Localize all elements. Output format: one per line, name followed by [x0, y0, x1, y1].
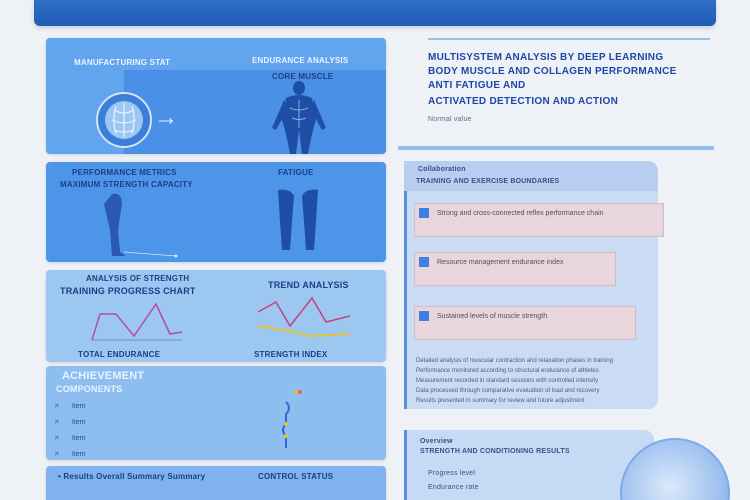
panel3-bottom-left: TOTAL ENDURANCE	[78, 350, 161, 359]
panel3-bottom-right: STRENGTH INDEX	[254, 350, 328, 359]
list-item: ✕ Item	[54, 451, 86, 458]
panel3-left-title: TRAINING PROGRESS CHART	[60, 286, 196, 296]
list-item: ✕ Item	[54, 403, 86, 410]
panel3-top-label: ANALYSIS OF STRENGTH	[86, 274, 190, 283]
panel4-title-line2: COMPONENTS	[56, 384, 123, 394]
collaboration-subtitle: TRAINING AND EXERCISE BOUNDARIES	[416, 178, 560, 185]
panel5-right-title: CONTROL STATUS	[258, 472, 334, 481]
muscle-torso-icon	[262, 80, 336, 154]
body-line: Measurement recorded in standard sessions with controlled intensity	[416, 378, 599, 384]
trend-line-1	[258, 298, 350, 326]
panel1-title-left: MANUFACTURING STAT	[74, 58, 171, 67]
metric-bar: Sustained levels of muscle strength	[414, 306, 636, 340]
top-rule	[428, 38, 710, 40]
control-status-panel	[46, 466, 386, 500]
panel2-title-line2: MAXIMUM STRENGTH CAPACITY	[60, 180, 193, 189]
legs-back-icon	[268, 188, 328, 254]
overview-title: Overview	[420, 438, 453, 445]
trend-analysis-chart	[254, 292, 354, 348]
right-title-line2: BODY MUSCLE AND COLLAGEN PERFORMANCE	[428, 66, 677, 77]
panel2-right-label: FATIGUE	[278, 168, 314, 177]
x-icon: ✕	[54, 419, 60, 426]
body-line: Results presented in summary for review and future adjustment	[416, 398, 585, 404]
bar-marker-icon	[419, 208, 429, 218]
overview-item: Endurance rate	[428, 484, 479, 491]
right-caption: Normal value	[428, 116, 472, 123]
right-title-line3: ANTI FATIGUE AND	[428, 80, 526, 91]
leg-icon	[86, 190, 186, 260]
trend-line-2	[258, 326, 350, 336]
metric-bar: Resource management endurance index	[414, 252, 616, 286]
overview-subtitle: STRENGTH AND CONDITIONING RESULTS	[420, 448, 570, 455]
achievement-panel	[46, 366, 386, 460]
bar-marker-icon	[419, 257, 429, 267]
panel4-title-line1: ACHIEVEMENT	[62, 370, 145, 382]
training-progress-chart	[86, 300, 186, 346]
body-line: Data processed through comparative evaluation of load and recovery	[416, 388, 600, 394]
x-icon: ✕	[54, 435, 60, 442]
right-title-line4: ACTIVATED DETECTION AND ACTION	[428, 96, 619, 107]
right-title-line1: MULTISYSTEM ANALYSIS BY DEEP LEARNING	[428, 52, 664, 63]
top-banner	[34, 0, 716, 26]
panel1-subtitle: CORE MUSCLE	[272, 72, 334, 81]
body-line: Performance monitored according to structural endurance of athletes	[416, 368, 599, 374]
body-line: Detailed analysis of muscular contraction and relaxation phases in training	[416, 358, 614, 364]
section-rule	[398, 146, 714, 150]
x-icon: ✕	[54, 403, 60, 410]
list-item: ✕ Item	[54, 435, 86, 442]
x-icon: ✕	[54, 451, 60, 458]
brain-icon	[94, 90, 154, 150]
progress-line	[92, 304, 182, 340]
connector-icon	[266, 388, 306, 454]
panel3-right-title: TREND ANALYSIS	[268, 280, 349, 290]
metric-bar: Strong and cross-connected reflex performance chain	[414, 203, 664, 237]
arrow-icon: →	[154, 104, 179, 131]
performance-panel	[46, 162, 386, 262]
strength-analysis-panel	[46, 270, 386, 362]
collaboration-title: Collaboration	[418, 166, 466, 173]
bar-marker-icon	[419, 311, 429, 321]
overview-item: Progress level	[428, 470, 476, 477]
panel1-title-right: ENDURANCE ANALYSIS	[252, 56, 349, 65]
core-muscle-panel	[46, 38, 386, 154]
list-item: ✕ Item	[54, 419, 86, 426]
panel2-title-line1: PERFORMANCE METRICS	[72, 168, 177, 177]
panel5-left-text: • Results Overall Summary Summary	[58, 472, 206, 481]
